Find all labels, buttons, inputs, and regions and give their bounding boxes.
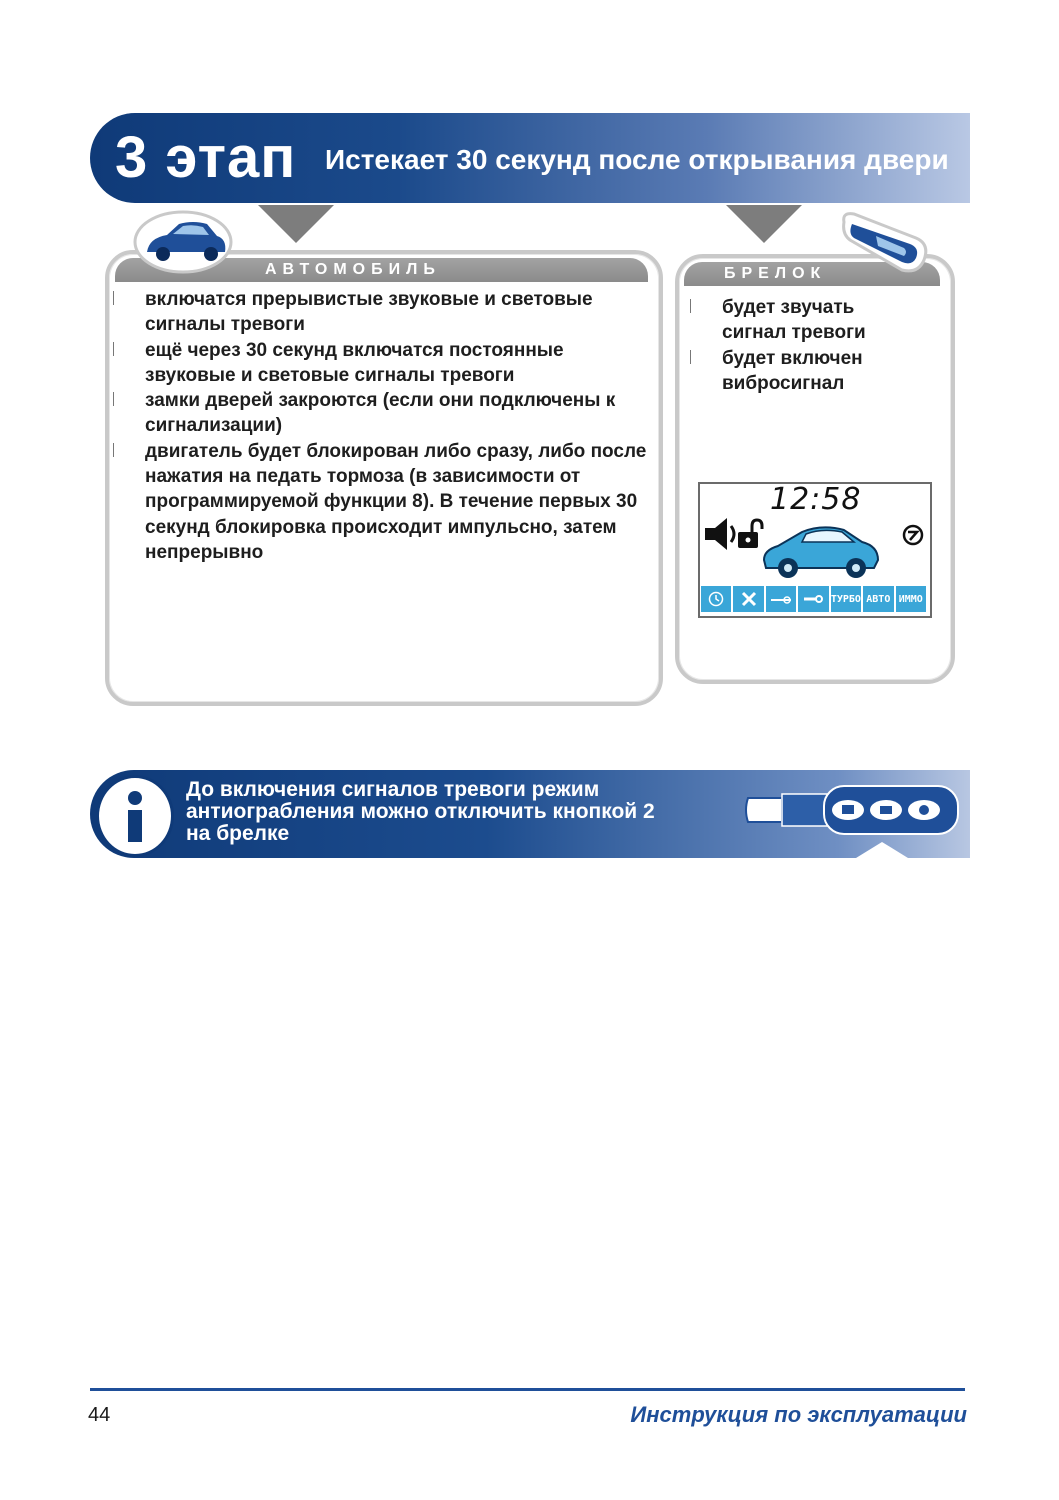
list-item: замки дверей закроются (если они подключены к сигнализации)	[113, 388, 653, 439]
page-number: 44	[88, 1404, 111, 1426]
lcd-clock: 12:58	[770, 482, 862, 517]
car-status-icon	[758, 520, 882, 582]
info-line-3: на брелке	[186, 822, 290, 845]
list-item: ещё через 30 секунд включатся постоянные звуковые и световые сигналы тревоги	[113, 338, 653, 389]
list-item: двигатель будет блокирован либо сразу, либо после нажатия на педать тормоза (в зависимости от программируемой функции 8). В течение первых 30 секунд блокировка происходит импульсно, затем непрерывно	[113, 439, 650, 565]
stage-number: 3 этап	[115, 125, 297, 190]
remote-buttons-icon	[742, 780, 962, 860]
footer-rule	[90, 1388, 965, 1391]
turbo-indicator: ТУРБО	[831, 586, 861, 612]
immo-indicator: ИММО	[896, 586, 926, 612]
car-consequences-list	[113, 287, 653, 565]
stage-title: Истекает 30 секунд после открывания двери	[325, 144, 949, 175]
key-fob-icon	[838, 208, 930, 284]
car-panel-label: АВТОМОБИЛЬ	[265, 261, 441, 278]
car-pointer-arrow	[258, 205, 334, 243]
lcd-function-bar	[701, 586, 926, 612]
info-line-2: антиограбления можно отключить кнопкой 2	[186, 800, 655, 823]
fan-icon	[733, 586, 763, 612]
sensor-icon	[766, 586, 796, 612]
auto-indicator: АВТО	[863, 586, 893, 612]
fob-pointer-arrow	[726, 205, 802, 243]
engine-start-icon	[902, 524, 924, 546]
wrench-icon	[798, 586, 828, 612]
info-icon	[96, 775, 174, 857]
fob-panel-label: БРЕЛОК	[724, 265, 827, 282]
list-item: включатся прерывистые звуковые и световые сигналы тревоги	[113, 287, 653, 338]
clock-icon	[701, 586, 731, 612]
fob-consequences-list	[690, 295, 940, 396]
info-text	[186, 779, 746, 845]
list-item: будет включен вибросигнал	[690, 346, 902, 397]
car-icon	[133, 208, 233, 274]
list-item: будет звучать сигнал тревоги	[690, 295, 902, 346]
info-line-1: До включения сигналов тревоги режим	[186, 778, 600, 801]
footer-title: Инструкция по эксплуатации	[630, 1402, 967, 1427]
